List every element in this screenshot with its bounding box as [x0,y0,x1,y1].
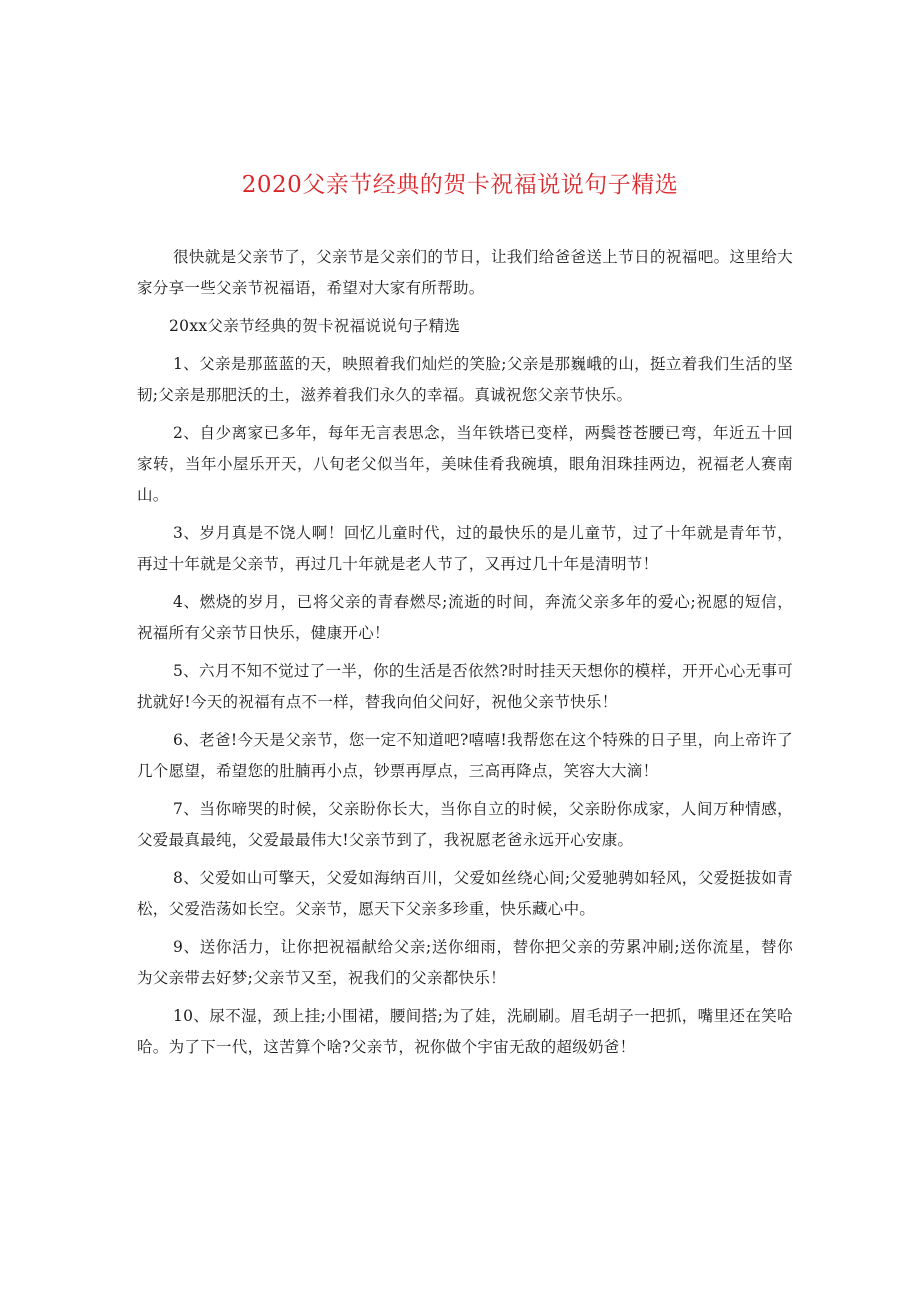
page-title: 2020父亲节经典的贺卡祝福说说句子精选 [241,172,679,198]
blessing-item-8: 8、父爱如山可擎天，父爱如海纳百川，父爱如丝绕心间;父爱驰骋如轻风，父爱挺拔如青松，父爱浩荡如长空。父亲节，愿天下父亲多珍重，快乐藏心中。 [137,869,793,918]
section-subtitle: 20xx父亲节经典的贺卡祝福说说句子精选 [169,317,461,335]
blessing-item-4: 4、燃烧的岁月，已将父亲的青春燃尽;流逝的时间，奔流父亲多年的爱心;祝愿的短信，祝福所有父亲节日快乐，健康开心！ [137,593,793,642]
document-body [137,242,793,1070]
blessing-item-7: 7、当你啼哭的时候，父亲盼你长大，当你自立的时候，父亲盼你成家，人间万种情感，父爱最真最纯，父爱最最伟大!父亲节到了，我祝愿老爸永远开心安康。 [137,800,793,849]
blessing-item-9: 9、送你活力，让你把祝福献给父亲;送你细雨，替你把父亲的劳累冲刷;送你流星，替你为父亲带去好梦;父亲节又至，祝我们的父亲都快乐！ [137,938,793,987]
intro-paragraph: 很快就是父亲节了，父亲节是父亲们的节日，让我们给爸爸送上节日的祝福吧。这里给大家分享一些父亲节祝福语，希望对大家有所帮助。 [137,248,793,297]
blessing-item-10: 10、尿不湿，颈上挂;小围裙，腰间搭;为了娃，洗刷刷。眉毛胡子一把抓，嘴里还在笑哈哈。为了下一代，这苦算个啥?父亲节，祝你做个宇宙无敌的超级奶爸！ [137,1007,793,1056]
blessing-item-5: 5、六月不知不觉过了一半，你的生活是否依然?时时挂天天想你的模样，开开心心无事可扰就好!今天的祝福有点不一样，替我向伯父问好，祝他父亲节快乐！ [137,662,793,711]
blessing-item-6: 6、老爸!今天是父亲节，您一定不知道吧?嘻嘻!我帮您在这个特殊的日子里，向上帝许了几个愿望，希望您的肚腩再小点，钞票再厚点，三高再降点，笑容大大滴！ [137,731,793,780]
blessing-item-1: 1、父亲是那蓝蓝的天，映照着我们灿烂的笑脸;父亲是那巍峨的山，挺立着我们生活的坚韧;父亲是那肥沃的土，滋养着我们永久的幸福。真诚祝您父亲节快乐。 [137,355,793,404]
blessing-item-2: 2、自少离家已多年，每年无言表思念，当年铁塔已变样，两鬓苍苍腰已弯，年近五十回家转，当年小屋乐开天，八旬老父似当年，美味佳肴我碗填，眼角泪珠挂两边，祝福老人赛南山。 [137,424,793,504]
blessing-item-3: 3、岁月真是不饶人啊！回忆儿童时代，过的最快乐的是儿童节，过了十年就是青年节，再过十年就是父亲节，再过几十年就是老人节了，又再过几十年是清明节！ [137,524,793,573]
